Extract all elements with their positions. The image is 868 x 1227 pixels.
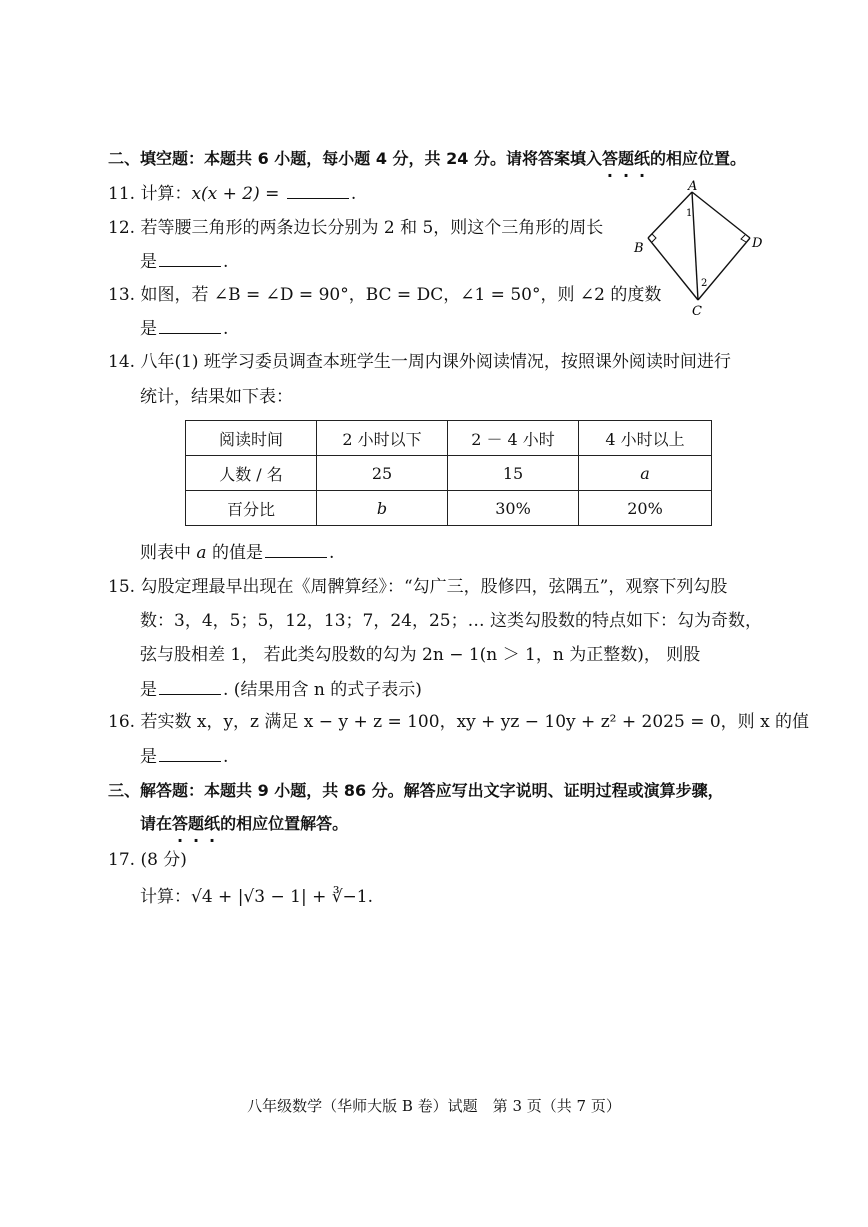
- question-number: 14.: [108, 352, 136, 372]
- segment-dc: [698, 238, 750, 300]
- question-text: 数：3，4，5；5，12，13；7，24，25；… 这类勾股数的特点如下：勾为奇数，: [140, 611, 763, 631]
- question-text: 计算：: [140, 887, 191, 907]
- section3-heading-text: 请在: [140, 814, 173, 833]
- question-15: [108, 576, 727, 598]
- emphasis-char: 题: [617, 149, 634, 168]
- emphasis-char: 答: [601, 149, 618, 168]
- question-text: 弦与股相差 1， 若此类勾股数的勾为 2n − 1(n ＞ 1，n 为正整数)， 则股: [140, 645, 701, 665]
- period: .: [328, 543, 335, 563]
- table-header-cell: 阅读时间: [186, 421, 317, 456]
- segment-ac: [692, 192, 698, 300]
- emphasis-char: 纸: [204, 814, 221, 833]
- section3-heading-text: 三、解答题：本题共 9 小题，共 86 分。解答应写出文字说明、证明过程或演算步骤，: [108, 781, 724, 800]
- table-row: [186, 456, 712, 491]
- question-text: 计算：: [140, 184, 192, 204]
- right-angle-b: [652, 234, 656, 242]
- question-text: . (结果用含 n 的式子表示): [223, 680, 422, 700]
- question-number: 15.: [108, 577, 136, 597]
- question-text: 如图，若 ∠B = ∠D = 90°，BC = DC，∠1 = 50°，则 ∠2 的度数: [140, 285, 662, 305]
- period: .: [350, 184, 357, 204]
- segment-bc: [648, 238, 698, 300]
- math-expression: √4 + |√3 − 1| + ∛−1.: [191, 887, 374, 907]
- emphasis-char: 题: [188, 814, 205, 833]
- emphasis-char: 答: [172, 814, 189, 833]
- period: .: [223, 252, 229, 272]
- question-points: (8 分): [140, 850, 187, 870]
- question-13-line2: [140, 317, 228, 340]
- angle-label-2: 2: [701, 278, 708, 289]
- question-12: [108, 217, 603, 239]
- question-number: 12.: [108, 218, 136, 238]
- table-cell: b: [317, 491, 448, 526]
- question-17: [108, 849, 187, 871]
- answer-blank: [159, 678, 221, 695]
- question-text: 八年(1) 班学习委员调查本班学生一周内课外阅读情况，按照课外阅读时间进行: [140, 352, 731, 372]
- section2-heading-tail: 的相应位置。: [650, 149, 747, 168]
- period: .: [223, 319, 229, 339]
- table-header-cell: 4 小时以上: [579, 421, 712, 456]
- question-text: 若实数 x，y，z 满足 x − y + z = 100，xy + yz − 10y + z² + 2025 = 0，则 x 的值: [140, 712, 810, 732]
- vertex-label-d: D: [752, 236, 763, 251]
- section2-heading: [108, 148, 746, 170]
- question-11: [108, 182, 356, 205]
- period: .: [223, 747, 229, 767]
- question-text: 是: [140, 252, 157, 272]
- question-text: 勾股定理最早出现在《周髀算经》：“勾广三，股修四，弦隅五”，观察下列勾股: [140, 577, 728, 597]
- right-angle-d: [741, 235, 746, 242]
- section2-heading-text: 二、填空题：本题共 6 小题，每小题 4 分，共 24 分。请将答案填入: [108, 149, 602, 168]
- question-text: 的值是: [211, 543, 263, 563]
- section3-heading-line2: [140, 813, 348, 835]
- angle-label-1: 1: [686, 208, 693, 219]
- table-cell: 20%: [579, 491, 712, 526]
- answer-blank: [159, 745, 221, 762]
- geometry-figure: [628, 180, 778, 320]
- question-text: 统计，结果如下表：: [140, 387, 293, 407]
- table-cell: 人数 / 名: [186, 456, 317, 491]
- answer-blank: [159, 317, 221, 334]
- section3-heading-tail: 的相应位置解答。: [220, 814, 349, 833]
- table-header-cell: 2 － 4 小时: [448, 421, 579, 456]
- question-number: 17.: [108, 850, 136, 870]
- table-cell: a: [579, 456, 712, 491]
- question-15-line3: [140, 644, 700, 666]
- question-text: 是: [140, 319, 157, 339]
- question-14: [108, 351, 731, 373]
- question-12-line2: [140, 250, 228, 273]
- question-16-line2: [140, 745, 228, 768]
- question-text: 是: [140, 680, 157, 700]
- table-row: [186, 491, 712, 526]
- answer-blank: [265, 541, 327, 558]
- vertex-label-b: B: [634, 241, 644, 256]
- section3-heading: [108, 780, 724, 802]
- question-number: 13.: [108, 285, 136, 305]
- question-13: [108, 284, 661, 306]
- question-17-expression: [140, 886, 373, 908]
- emphasis-char: 纸: [634, 149, 651, 168]
- question-text: 若等腰三角形的两条边长分别为 2 和 5，则这个三角形的周长: [140, 218, 604, 238]
- answer-blank: [159, 250, 221, 267]
- math-variable: a: [196, 543, 207, 563]
- table-header-row: [186, 421, 712, 456]
- table-cell: 15: [448, 456, 579, 491]
- question-number: 16.: [108, 712, 136, 732]
- table-header-cell: 2 小时以下: [317, 421, 448, 456]
- math-expression: x(x + 2) =: [191, 184, 280, 204]
- question-14-answer: [140, 541, 334, 564]
- question-15-line4: [140, 678, 422, 701]
- question-text: 则表中: [140, 543, 191, 563]
- vertex-label-a: A: [688, 180, 698, 194]
- page-footer: 八年级数学（华师大版 B 卷）试题 第 3 页（共 7 页）: [247, 1097, 621, 1115]
- question-text: 是: [140, 747, 157, 767]
- vertex-label-c: C: [692, 304, 702, 319]
- question-15-line2: [140, 610, 762, 632]
- question-16: [108, 711, 809, 733]
- question-number: 11.: [108, 184, 136, 204]
- table-cell: 30%: [448, 491, 579, 526]
- table-cell: 百分比: [186, 491, 317, 526]
- answer-blank: [287, 182, 349, 199]
- reading-time-table: [185, 420, 712, 526]
- table-cell: 25: [317, 456, 448, 491]
- question-14-line2: [140, 386, 293, 408]
- segment-ad: [692, 192, 750, 238]
